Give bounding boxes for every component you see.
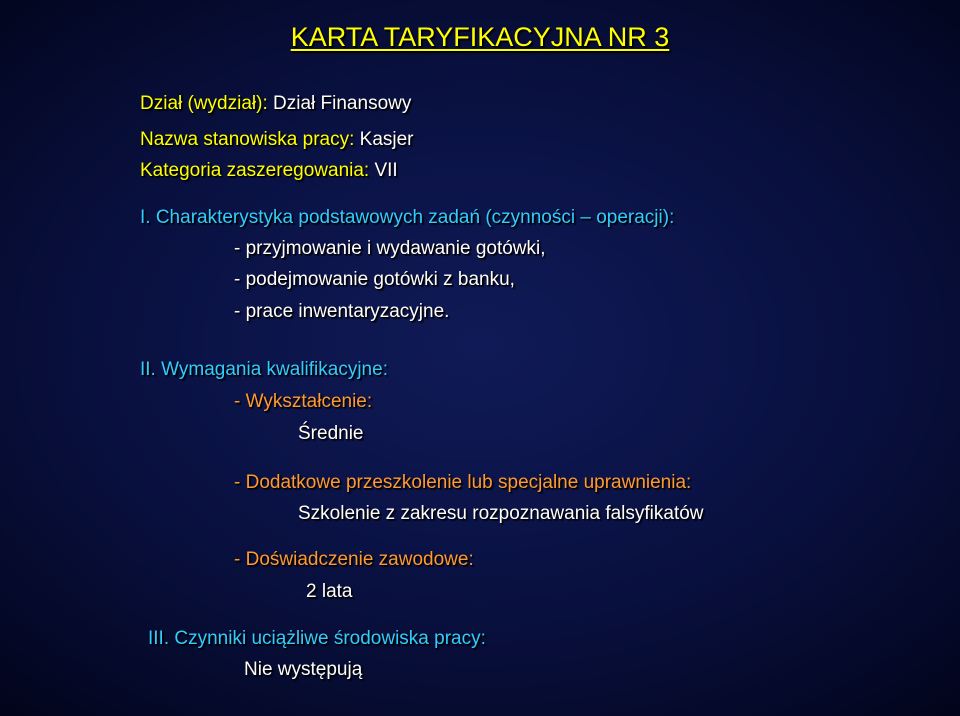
- category-value: VII: [374, 160, 398, 181]
- page-title: KARTA TARYFIKACYJNA NR 3: [290, 22, 670, 52]
- category-row: [140, 161, 398, 180]
- education-label: - Wykształcenie:: [234, 391, 373, 412]
- category-label: Kategoria zaszeregowania:: [140, 160, 370, 181]
- department-value: Dział Finansowy: [273, 93, 412, 114]
- section2-heading: II. Wymagania kwalifikacyjne:: [140, 359, 388, 380]
- education-value: Średnie: [298, 423, 364, 444]
- department-label: Dział (wydział):: [140, 93, 268, 114]
- position-label: Nazwa stanowiska pracy:: [140, 129, 355, 150]
- position-row: [140, 130, 414, 149]
- section3-value: Nie występują: [244, 659, 363, 680]
- training-value: Szkolenie z zakresu rozpoznawania falsyfikatów: [298, 503, 704, 524]
- experience-value: 2 lata: [306, 581, 353, 602]
- training-label: - Dodatkowe przeszkolenie lub specjalne uprawnienia:: [234, 472, 692, 493]
- section1-item: - przyjmowanie i wydawanie gotówki,: [234, 238, 546, 259]
- department-row: [140, 94, 411, 113]
- experience-label: - Doświadczenie zawodowe:: [234, 549, 474, 570]
- section1-item: - podejmowanie gotówki z banku,: [234, 269, 515, 290]
- section1-heading: I. Charakterystyka podstawowych zadań (czynności – operacji):: [140, 207, 675, 228]
- section3-heading: III. Czynniki uciążliwe środowiska pracy:: [148, 628, 486, 649]
- section1-item: - prace inwentaryzacyjne.: [234, 301, 450, 322]
- position-value: Kasjer: [359, 129, 414, 150]
